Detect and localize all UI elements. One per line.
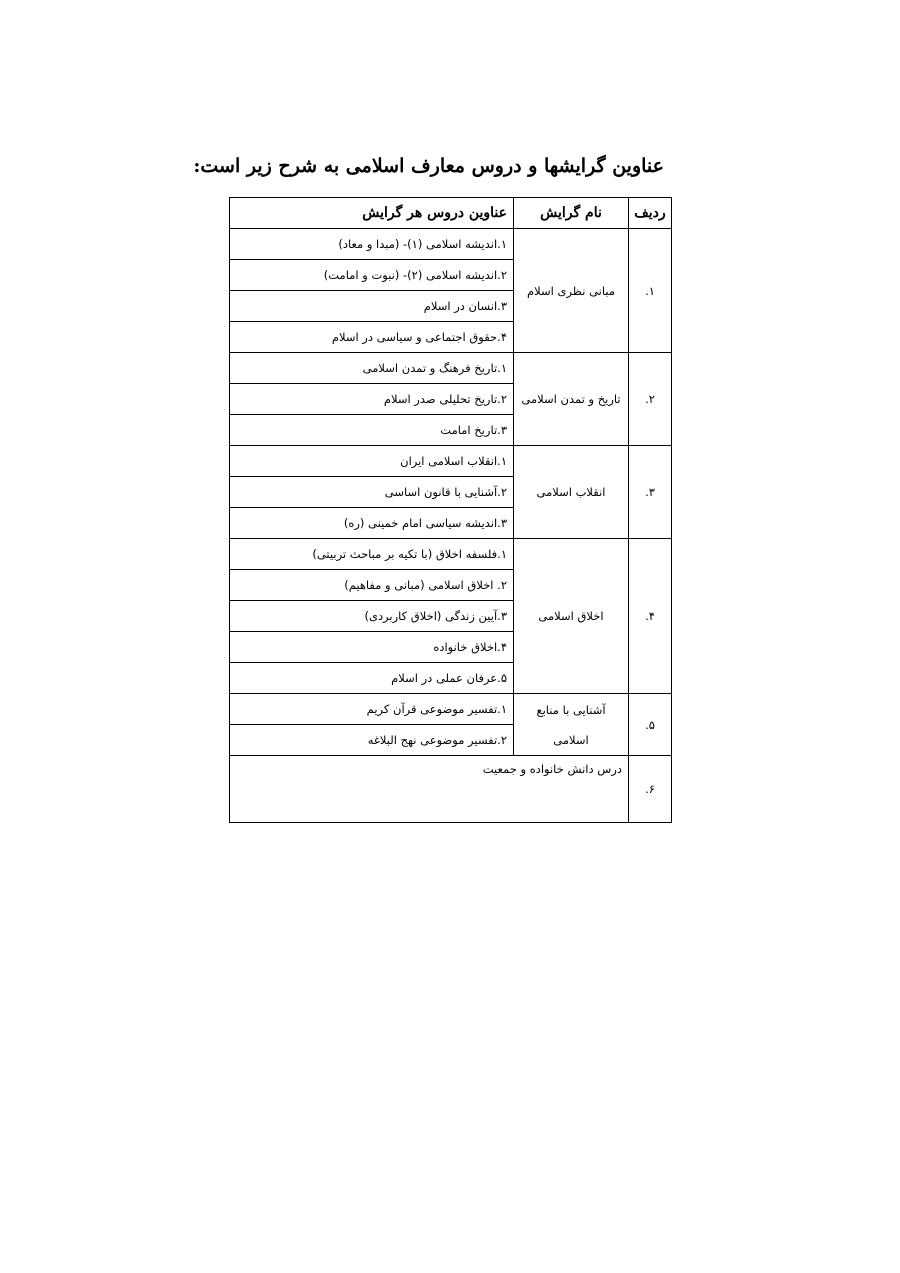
course-title: ۱.تفسیر موضوعی قرآن کریم [230,694,514,725]
category-name: انقلاب اسلامی [514,446,629,539]
category-name-line-2: اسلامی [553,732,589,747]
row-number: ۳. [629,446,672,539]
row-number: ۱. [629,229,672,353]
table-row [230,446,672,477]
category-name: تاریخ و تمدن اسلامی [514,353,629,446]
header-category-name: نام گرایش [514,198,629,229]
course-title: ۱.تاریخ فرهنگ و تمدن اسلامی [230,353,514,384]
category-name: مبانی نظری اسلام [514,229,629,353]
course-title: ۵.عرفان عملی در اسلام [230,663,514,694]
course-title: ۴.اخلاق خانواده [230,632,514,663]
course-title: ۲.تفسیر موضوعی نهج البلاغه [230,725,514,756]
header-course-titles: عناوین دروس هر گرایش [230,198,514,229]
category-name: اخلاق اسلامی [514,539,629,694]
header-row-number: ردیف [629,198,672,229]
course-title: ۳.انسان در اسلام [230,291,514,322]
table-row [230,539,672,570]
row-number: ۲. [629,353,672,446]
category-name [514,694,629,756]
table-header-row [230,198,672,229]
course-title: ۱.اندیشه اسلامی (۱)- (مبدا و معاد) [230,229,514,260]
row-number: ۵. [629,694,672,756]
table-row [230,694,672,725]
table-row [230,229,672,260]
courses-table [229,197,672,823]
course-title: ۲.آشنایی با قانون اساسی [230,477,514,508]
row-number: ۶. [629,756,672,823]
course-title: ۳.تاریخ امامت [230,415,514,446]
course-title: ۳.اندیشه سیاسی امام خمینی (ره) [230,508,514,539]
course-title: ۱.فلسفه اخلاق (با تکیه بر مباحث تربیتی) [230,539,514,570]
single-course-cell: درس دانش خانواده و جمعیت [230,756,629,823]
course-title: ۲.اندیشه اسلامی (۲)- (نبوت و امامت) [230,260,514,291]
course-title: ۲.تاریخ تحلیلی صدر اسلام [230,384,514,415]
course-title: ۴.حقوق اجتماعی و سیاسی در اسلام [230,322,514,353]
course-title: ۳.آیین زندگی (اخلاق کاربردی) [230,601,514,632]
course-title: ۲. اخلاق اسلامی (مبانی و مفاهیم) [230,570,514,601]
table-row [230,353,672,384]
course-title: ۱.انقلاب اسلامی ایران [230,446,514,477]
row-number: ۴. [629,539,672,694]
page-title: عناوین گرایشها و دروس معارف اسلامی به شرح زیر است: [193,155,664,177]
table-row [230,756,672,823]
category-name-line-1: آشنایی با منابع [536,702,606,717]
